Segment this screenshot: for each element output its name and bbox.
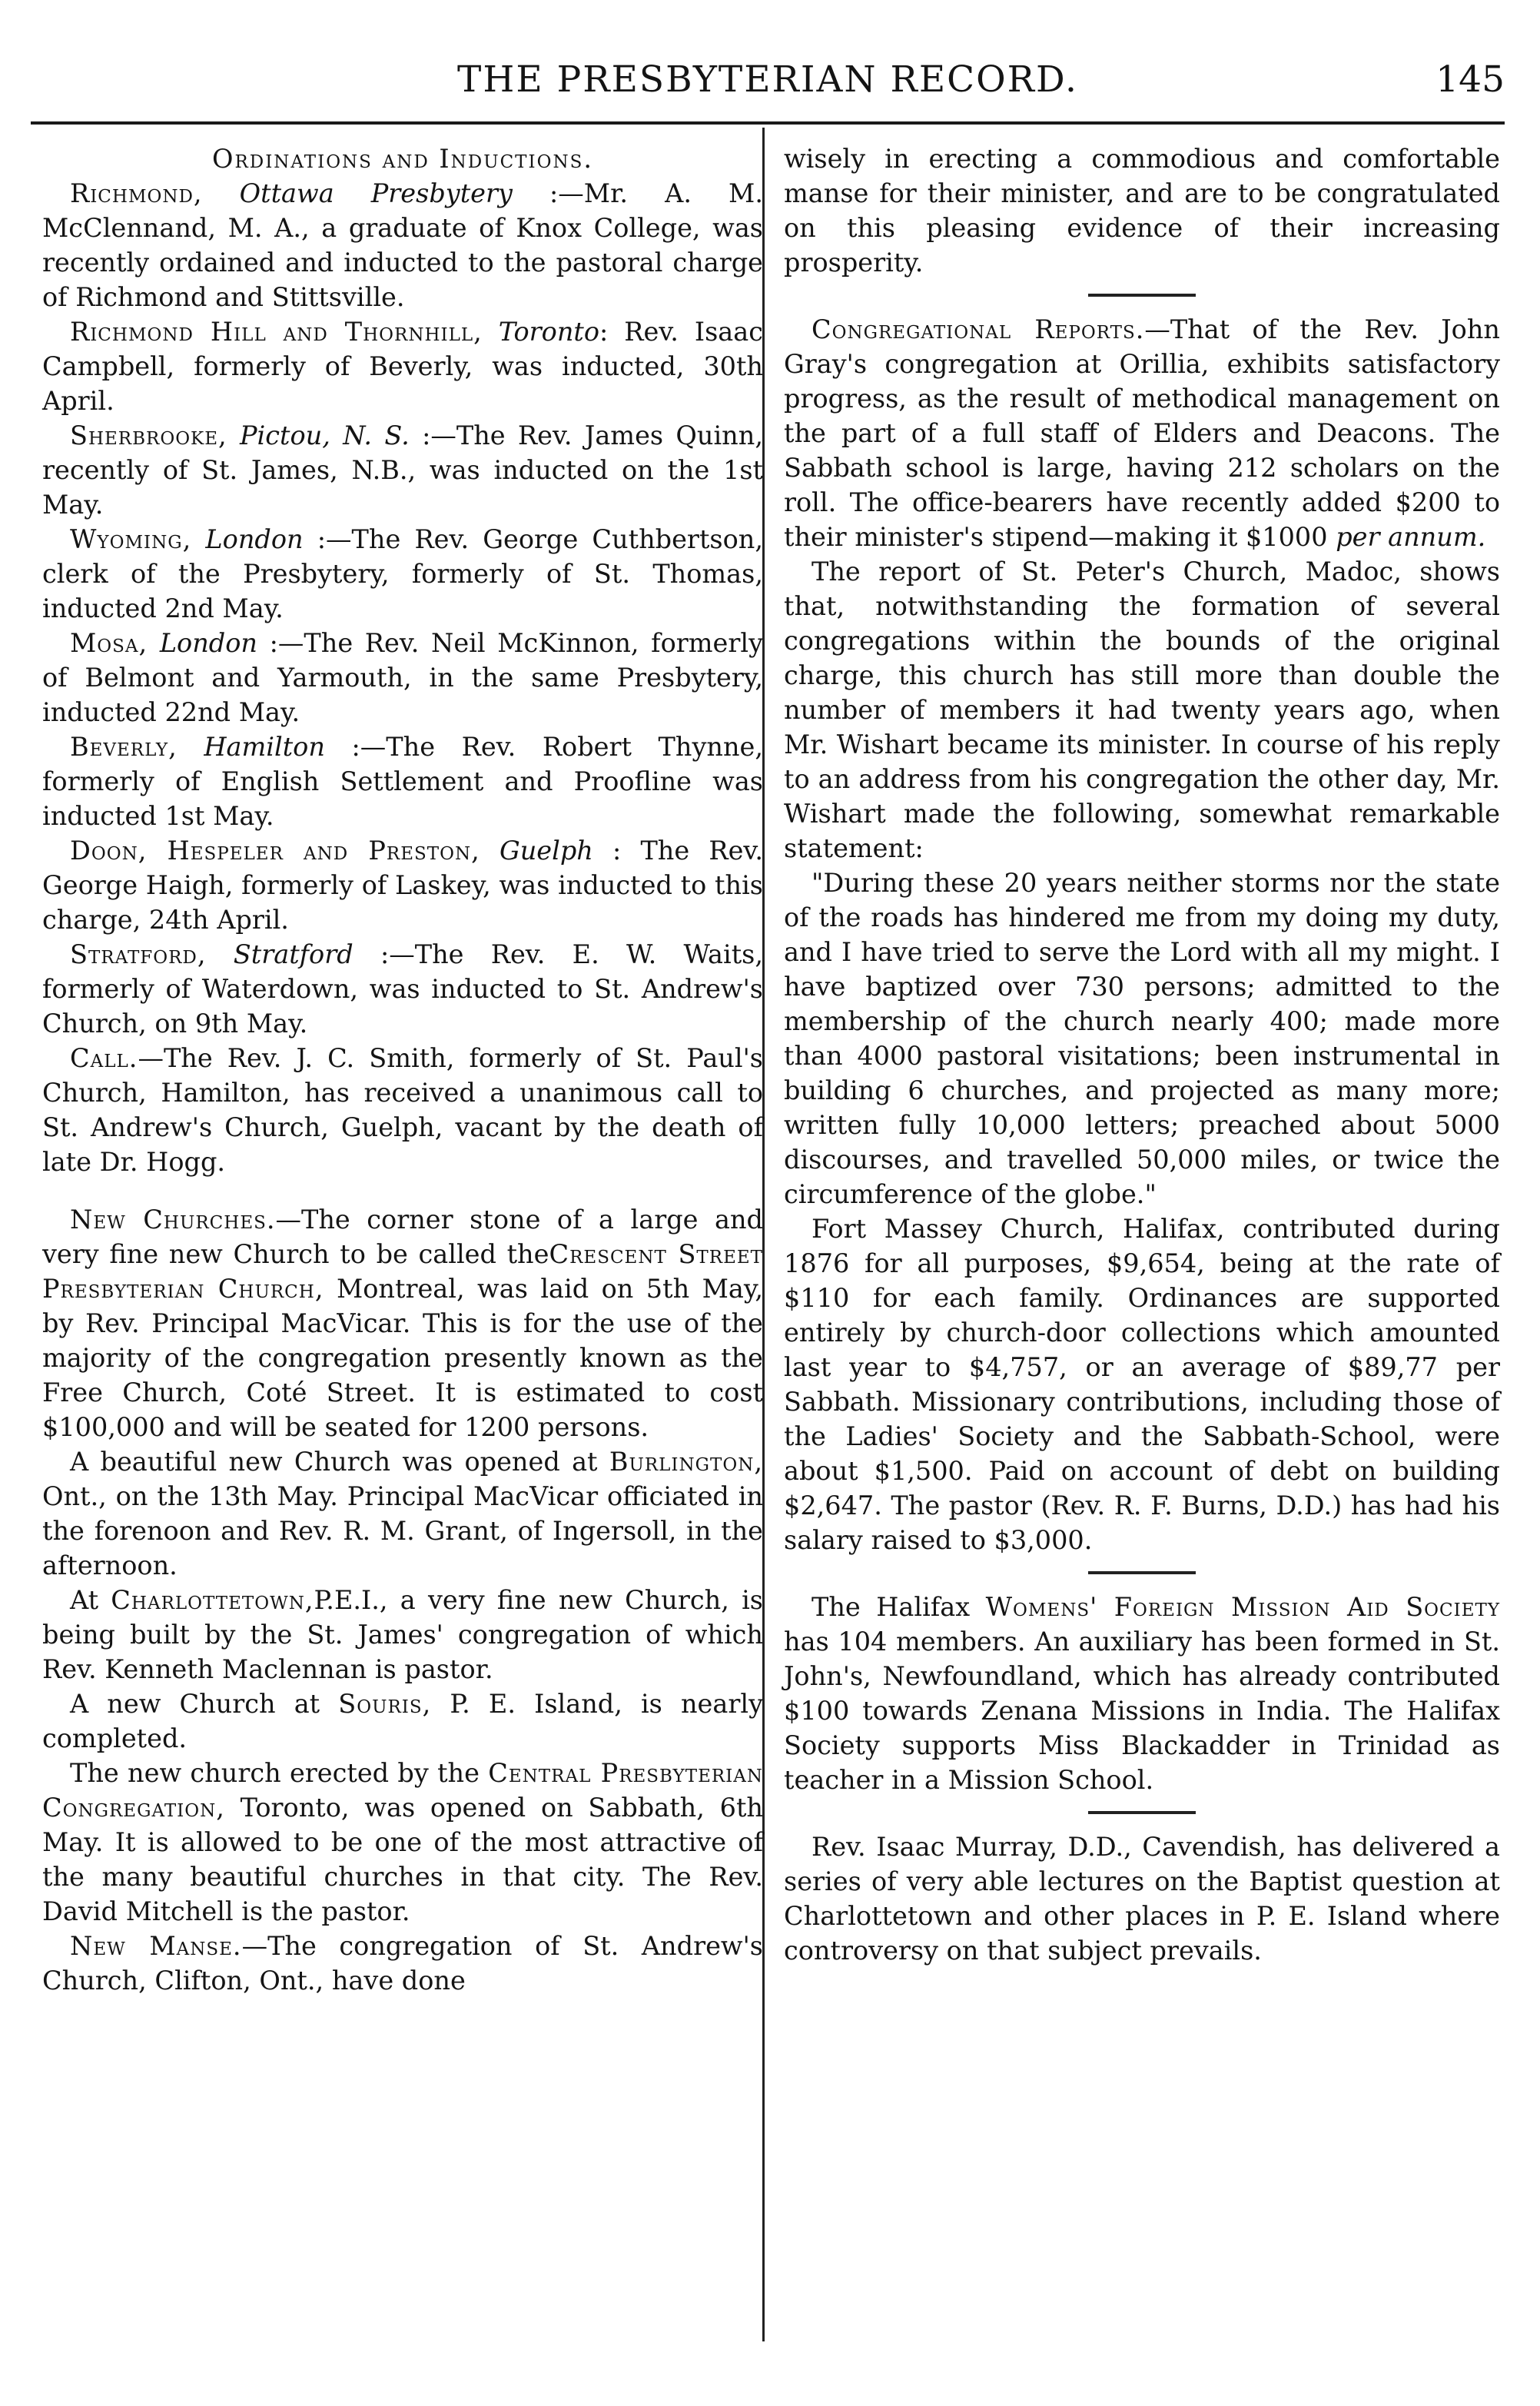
place-name: Richmond, <box>70 178 203 208</box>
paragraph-isaac-murray: Rev. Isaac Murray, D.D., Cavendish, has delivered a series of very able lectures on the Baptist question at Charlottetown and other places in P. E. Island where controversy on that subject prevails. <box>784 1832 1500 1966</box>
presbytery-name: Guelph <box>499 836 593 866</box>
presbytery-name: Ottawa Presbytery <box>239 178 513 208</box>
lead-word: New Churches. <box>70 1205 276 1235</box>
paragraph-new-manse <box>42 1929 763 1998</box>
italic-phrase: per annum. <box>1336 522 1486 552</box>
paragraph-souris <box>42 1687 763 1756</box>
presbytery-name: Toronto <box>498 317 600 347</box>
paragraph-text: :—The Rev. George Cuthbertson, clerk of the Presbytery, formerly of St. Thomas, inducted 2nd May. <box>42 524 763 623</box>
paragraph-beverly <box>42 729 763 833</box>
paragraph-text: :—Mr. A. M. McClennand, M. A., a graduate of Knox College, was recently ordained and inducted to the pastoral charge of Richmond and Stittsville. <box>42 178 763 312</box>
paragraph-congregational-reports <box>784 312 1500 554</box>
paragraph-charlottetown <box>42 1583 763 1687</box>
paragraph-text: —That of the Rev. John Gray's congregation at Orillia, exhibits satisfactory progress, as the result of methodical management on the part of a full staff of Elders and Deacons. The Sabbath school is large, having 212 scholars on the roll. The office-bearers have recently added $200 to their minister's stipend—making it $1000 <box>784 314 1500 552</box>
paragraph-sherbrooke <box>42 418 763 522</box>
paragraph-text: :—The Rev. James Quinn, recently of St. James, N.B., was inducted on the 1st May. <box>42 420 763 520</box>
paragraph-text: —The Rev. J. C. Smith, formerly of St. Paul's Church, Hamilton, has received a unanimous call to St. Andrew's Church, Guelph, vacant by the death of late Dr. Hogg. <box>42 1043 763 1177</box>
paragraph-text: At <box>70 1585 111 1615</box>
section-heading: Ordinations and Inductions. <box>211 144 593 174</box>
paragraph-text: The Halifax <box>811 1592 986 1622</box>
presbytery-name: Pictou, N. S. <box>240 420 410 450</box>
paragraph-wyoming <box>42 522 763 626</box>
paragraph-text: P.E.I., a very fine new Church, is being built by the St. James' congregation of which Rev. Kenneth Maclennan is pastor. <box>42 1585 763 1684</box>
place-name: Charlottetown, <box>111 1585 314 1615</box>
paragraph-burlington <box>42 1444 763 1583</box>
page-number: 145 <box>1435 58 1505 101</box>
paragraph-text: :—The Rev. Robert Thynne, formerly of English Settlement and Proofline was inducted 1st May. <box>42 732 764 831</box>
paragraph-stratford <box>42 937 763 1041</box>
paragraph-text: P. E. Island, is nearly completed. <box>42 1689 763 1753</box>
society-name: Womens' Foreign Mission Aid Society <box>985 1592 1501 1622</box>
paragraph-fort-massey: Fort Massey Church, Halifax, contributed during 1876 for all purposes, $9,654, being at the rate of $110 for each family. Ordinances are supported entirely by church-door collections which amounted last year to $4,757, or an average of $89,77 per Sabbath. Missionary contributions, including those of the Ladies' Society and the Sabbath-School, were about $1,500. Paid on account of debt on building $2,647. The pastor (Rev. R. F. Burns, D.D.) has had his salary raised to $3,000. <box>784 1214 1500 1555</box>
header-rule <box>31 121 1505 125</box>
paragraph-text: —The corner stone of a large and very fine new Church to be called the <box>42 1205 763 1269</box>
place-name: Doon, Hespeler and Preston, <box>70 836 480 866</box>
right-column <box>784 141 1500 1968</box>
paragraph-manse-continued: wisely in erecting a commodious and comfortable manse for their minister, and are to be congratulated on this pleasing evidence of their increasing prosperity. <box>784 144 1500 277</box>
lead-word: Call. <box>70 1043 138 1073</box>
paragraph-text: —The congregation of St. Andrew's Church, Clifton, Ont., have done <box>42 1931 763 1996</box>
paragraph-richmond <box>42 176 763 314</box>
presbytery-name: Hamilton <box>204 732 325 762</box>
page-header <box>31 54 1505 115</box>
church-name: Crescent Street Presbyterian Church, <box>42 1239 763 1304</box>
lead-word: Congregational Reports. <box>811 314 1145 344</box>
paragraph-madoc: The report of St. Peter's Church, Madoc, shows that, notwithstanding the formation of several congregations within the bounds of the original charge, this church has still more than double the number of members it had twenty years ago, when Mr. Wishart became its minister. In course of his reply to an address from his congregation the other day, Mr. Wishart made the following, somewhat remarkable statement: <box>784 557 1500 863</box>
paragraph-text: has 104 members. An auxiliary has been formed in St. John's, Newfoundland, which has already contributed $100 towards Zenana Missions in India. The Halifax Society supports Miss Blackadder in Trinidad as teacher in a Mission School. <box>784 1627 1500 1795</box>
journal-title: THE PRESBYTERIAN RECORD. <box>457 58 1078 101</box>
place-name: Stratford, <box>70 939 207 969</box>
paragraph-text: : Rev. Isaac Campbell, formerly of Beverly, was inducted, 30th April. <box>42 317 763 416</box>
place-name: Sherbrooke, <box>70 420 227 450</box>
section-rule <box>1088 1811 1196 1814</box>
paragraph-halifax-society <box>784 1590 1500 1797</box>
section-rule <box>1088 294 1196 297</box>
paragraph-doon <box>42 833 763 937</box>
place-name: Mosa, <box>70 628 148 658</box>
paragraph-central-church <box>42 1756 763 1929</box>
section-rule <box>1088 1571 1196 1574</box>
paragraph-text: A new Church at <box>70 1689 339 1719</box>
paragraph-text: Toronto, was opened on Sabbath, 6th May. It is allowed to be one of the most attractive of the many beautiful churches in that city. The Rev. David Mitchell is the pastor. <box>42 1793 763 1926</box>
paragraph-text: :—The Rev. E. W. Waits, formerly of Waterdown, was inducted to St. Andrew's Church, on 9th May. <box>42 939 763 1039</box>
paragraph-richmond-hill <box>42 314 763 418</box>
place-name: Beverly, <box>70 732 178 762</box>
paragraph-quotation: "During these 20 years neither storms nor the state of the roads has hindered me from my doing my duty, and I have tried to serve the Lord with all my might. I have baptized over 730 persons; admitted to the membership of the church nearly 400; made more than 4000 pastoral visitations; been instrumental in building 6 churches, and projected as many more; written fully 10,000 letters; preached about 5000 discourses, and travelled 50,000 miles, or twice the circumference of the globe." <box>784 868 1500 1209</box>
paragraph-call <box>42 1041 763 1179</box>
presbytery-name: London <box>159 628 257 658</box>
paragraph-text: : The Rev. George Haigh, formerly of Laskey, was inducted to this charge, 24th April. <box>42 836 763 935</box>
place-name: Wyoming, <box>70 524 192 554</box>
place-name: Richmond Hill and Thornhill, <box>70 317 483 347</box>
presbytery-name: Stratford <box>233 939 353 969</box>
paragraph-text: The new church erected by the <box>70 1758 489 1788</box>
paragraph-text: A beautiful new Church was opened at <box>70 1447 609 1477</box>
lead-word: New Manse. <box>70 1931 242 1961</box>
place-name: Souris, <box>338 1689 432 1719</box>
left-column <box>42 141 763 1998</box>
paragraph-text: Montreal, was laid on 5th May, by Rev. Principal MacVicar. This is for the use of the majority of the congregation presently known as the Free Church, Coté Street. It is estimated to cost $100,000 and will be seated for 1200 persons. <box>42 1274 763 1442</box>
paragraph-new-churches <box>42 1202 763 1444</box>
presbytery-name: London <box>205 524 304 554</box>
place-name: Burlington, <box>609 1447 763 1477</box>
paragraph-text: Ont., on the 13th May. Principal MacVicar officiated in the forenoon and Rev. R. M. Grant, of Ingersoll, in the afternoon. <box>42 1481 763 1580</box>
paragraph-mosa <box>42 626 763 729</box>
church-name: Central Presbyterian Congregation, <box>42 1758 764 1823</box>
paragraph-text: :—The Rev. Neil McKinnon, formerly of Belmont and Yarmouth, in the same Presbytery, inducted 22nd May. <box>42 628 764 727</box>
